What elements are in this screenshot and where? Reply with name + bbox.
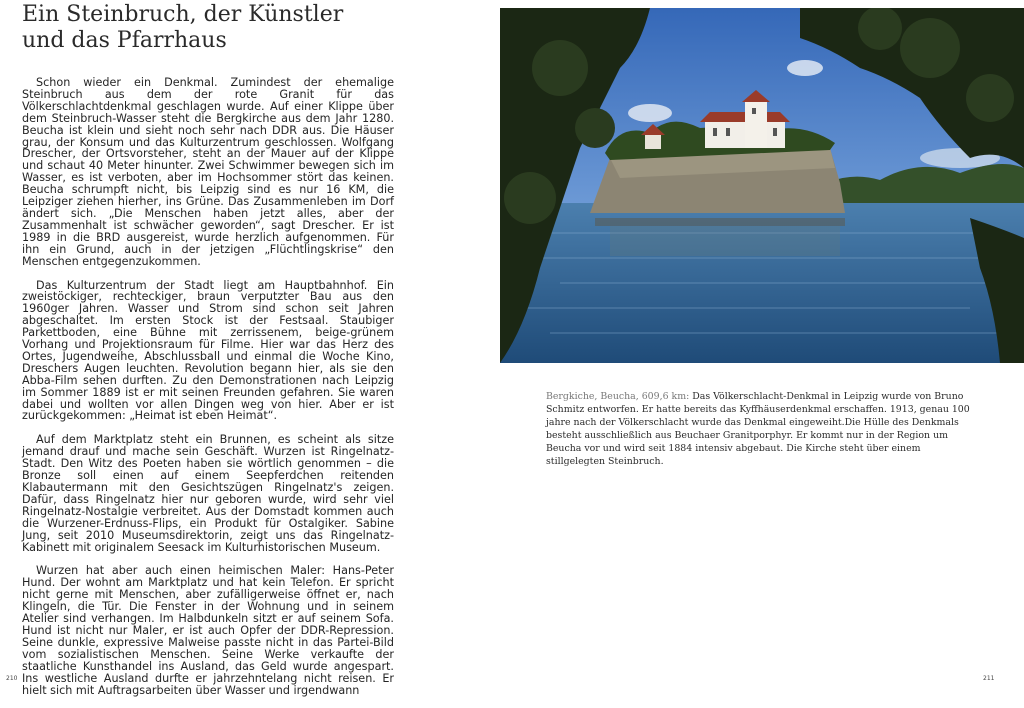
caption-label: Bergkiche, Beucha, 609,6 km: — [546, 391, 690, 402]
left-page — [0, 0, 500, 697]
paragraph: Das Kulturzentrum der Stadt liegt am Hauptbahnhof. Ein zweistöckiger, rechteckiger, braun verputzter Bau aus den 1960ger Jahren. Wasser und Strom sind schon seit Jahren abgeschaltet. Im ersten Stock ist der Festsaal. Staubiger Parkettboden, eine Bühne mit zerrissenem, beige-grünem Vorhang und Projektionsraum für Filme. Hier war das Herz des Ortes, Jugendweihe, Abschlussball und einmal die Woche Kino, Dreschers Augen leuchten. Revolution begann hier, als sie den Abba-Film sehen durften. Zu den Demonstrationen nach Leipzig im Sommer 1889 ist er mit seinen Freunden gefahren. Sie waren dabei und wollten vor allen Dingen weg von hier. Aber er ist zurückgekommen: „Heimat ist eben Heimat“. — [22, 278, 394, 423]
paragraph: Auf dem Marktplatz steht ein Brunnen, es scheint als sitze jemand drauf und mache sein Geschäft. Wurzen ist Ringelnatz-Stadt. Den Witz des Poeten haben sie wörtlich genommen – die Bronze soll einen auf einem Seepferdchen reitenden Klabautermann mit den Gesichtszügen Ringelnatz's zeigen. Dafür, dass Ringelnatz hier nur geboren wurde, wird sehr viel Ringelnatz-Nostalgie verbreitet. Aus der Domstadt kommen auch die Wurzener-Erdnuss-Flips, ein Produkt für Ostalgiker. Sabine Jung, seit 2010 Museumsdirektorin, zeigt uns das Ringelnatz-Kabinett mit originalem Seesack im Kulturhistorischen Museum. — [22, 433, 394, 554]
title-line-2: und das Pfarrhaus — [22, 28, 227, 53]
photo-caption — [546, 390, 976, 468]
right-page — [500, 0, 1024, 685]
title-line-1: Ein Steinbruch, der Künstler — [22, 2, 344, 27]
paragraph: Schon wieder ein Denkmal. Zumindest der ehemalige Steinbruch aus dem der rote Granit für das Völkerschlachtdenkmal geschlagen wurde. Auf einer Klippe über dem Steinbruch-Wasser steht die Bergkirche aus dem Jahr 1280. Beucha ist klein und sieht noch sehr nach DDR aus. Die Häuser grau, der Konsum und das Kulturzentrum geschlossen. Wolfgang Drescher, der Ortsvorsteher, steht an der Mauer auf der Klippe und schaut 40 Meter hinunter. Zwei Schwimmer bewegen sich im Wasser, es ist verboten, aber im Hochsommer stört das keinen. Beucha schrumpft nicht, bis Leipzig sind es nur 16 KM, die Leipziger ziehen hierher, ins Grüne. Das Zusammenleben im Dorf ändert sich. „Die Menschen haben jetzt alles, aber der Zusammenhalt ist schwächer geworden“, sagt Drescher. Er ist 1989 in die BRD ausgereist, wurde herzlich aufgenommen. Für ihn ein Grund, auch in der jetzigen „Flüchtlingskrise“ den Menschen entgegenzukommen. — [22, 76, 394, 268]
article-title — [22, 2, 343, 54]
page-number-left: 210 — [6, 675, 18, 682]
church-on-cliff-photo — [500, 8, 1024, 363]
paragraph: Wurzen hat aber auch einen heimischen Maler: Hans-Peter Hund. Der wohnt am Marktplatz und hat kein Telefon. Er spricht nicht gerne mit Menschen, aber zufälligerweise öffnet er, nach Klingeln, die Tür. Die Fenster in der Wohnung und in seinem Atelier sind verhangen. Im Halbdunkeln sitzt er auf seinem Sofa. Hund ist nicht nur Maler, er ist auch Opfer der DDR-Repression. Seine dunkle, expressive Malweise passte nicht in das Partei-Bild vom sozialistischen Menschen. Seine Werke verkaufte der staatliche Kunsthandel ins Ausland, das Geld wurde angespart. Ins westliche Ausland durfte er jahrzehntelang nicht reisen. Er hielt sich mit Auftragsarbeiten über Wasser und irgendwann — [22, 564, 394, 697]
page-number-right: 211 — [983, 675, 995, 682]
caption-text: Das Völkerschlacht-Denkmal in Leipzig wurde von Bruno Schmitz entworfen. Er hatte bereits das Kyffhäuserdenkmal erschaffen. 1913, genau 100 jahre nach der Völkerschlacht wurde das Denkmal eingeweiht.Die Hülle des Denkmals besteht ausschließlich aus Beuchaer Granitporphyr. Er kommt nur in der Region um Beucha vor und wird seit 1884 intensiv abgebaut. Die Kirche steht über einem stillgelegten Steinbruch. — [546, 391, 970, 467]
article-body — [22, 77, 394, 708]
